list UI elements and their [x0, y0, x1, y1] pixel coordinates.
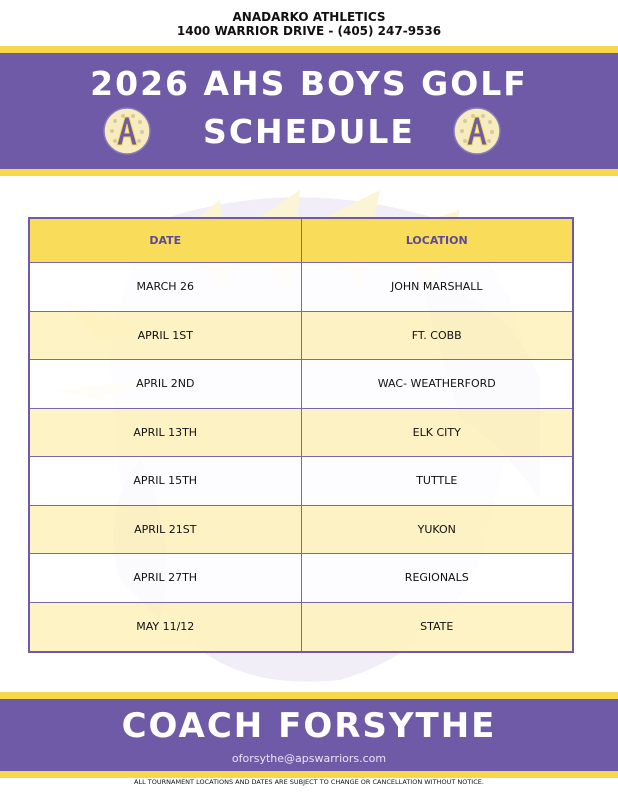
date-cell: APRIL 21ST	[30, 506, 302, 554]
date-column-header: DATE	[30, 219, 302, 262]
location-cell: FT. COBB	[411, 328, 462, 342]
location-column-header: LOCATION	[405, 234, 468, 247]
date-cell: APRIL 2ND	[30, 360, 302, 408]
date-cell: MARCH 26	[30, 263, 302, 311]
golf-ball-logo-icon	[453, 107, 501, 155]
table-row	[30, 554, 572, 603]
table-row	[30, 506, 572, 555]
org-address: 1400 WARRIOR DRIVE - (405) 247-9536	[176, 24, 442, 38]
date-cell: APRIL 27TH	[30, 554, 302, 602]
location-cell: TUTTLE	[416, 474, 458, 488]
coach-email[interactable]: oforsythe@apswarriors.com	[231, 752, 387, 765]
table-row	[30, 457, 572, 506]
date-cell: MAY 11/12	[30, 603, 302, 652]
coach-name: COACH FORSYTHE	[121, 706, 497, 746]
location-cell: JOHN MARSHALL	[390, 280, 483, 294]
table-row	[30, 409, 572, 458]
schedule-table	[28, 217, 574, 653]
location-cell: YUKON	[417, 522, 456, 536]
page-title: 2026 AHS BOYS GOLF	[90, 64, 528, 103]
org-name: ANADARKO ATHLETICS	[232, 10, 386, 24]
footer-bottom-stripe	[0, 771, 618, 778]
date-cell: APRIL 13TH	[30, 409, 302, 457]
location-cell: REGIONALS	[404, 571, 469, 585]
table-header-row	[30, 219, 572, 263]
location-cell: WAC- WEATHERFORD	[377, 377, 496, 391]
disclaimer: ALL TOURNAMENT LOCATIONS AND DATES ARE SUBJECT TO CHANGE OR CANCELLATION WITHOUT NOTICE.	[134, 778, 484, 786]
date-cell: APRIL 1ST	[30, 312, 302, 360]
golf-ball-logo-icon	[103, 107, 151, 155]
title-yellow-stripe	[0, 169, 618, 176]
date-cell: APRIL 15TH	[30, 457, 302, 505]
location-cell: STATE	[420, 620, 454, 634]
location-cell: ELK CITY	[412, 425, 461, 439]
footer-yellow-stripe	[0, 692, 618, 699]
page-subtitle: SCHEDULE	[203, 112, 415, 151]
header-block	[0, 10, 618, 38]
table-row	[30, 360, 572, 409]
top-yellow-stripe	[0, 46, 618, 53]
table-row	[30, 603, 572, 652]
table-row	[30, 312, 572, 361]
table-row	[30, 263, 572, 312]
